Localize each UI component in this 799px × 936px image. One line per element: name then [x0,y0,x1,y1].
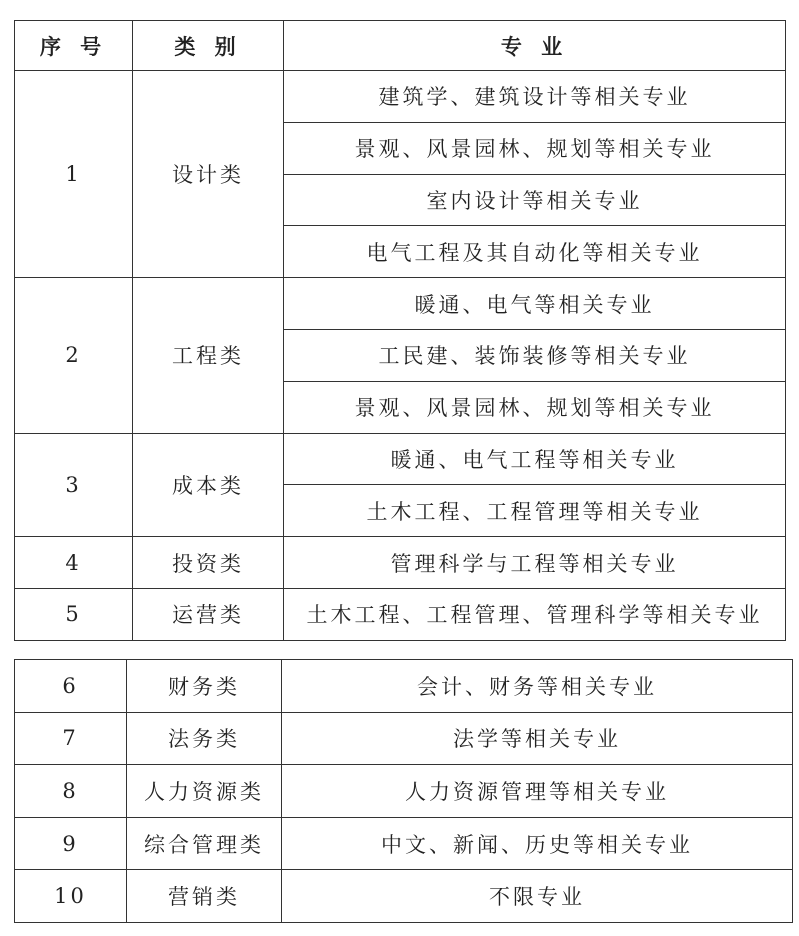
table-row [15,660,793,713]
major-cell: 景观、风景园林、规划等相关专业 [284,122,786,174]
seq-cell: 2 [15,278,133,433]
header-row [15,21,786,71]
category-cell: 投资类 [133,537,284,589]
seq-cell: 1 [15,71,133,278]
header-category: 类 别 [133,21,284,71]
table-row [15,765,793,818]
major-cell: 景观、风景园林、规划等相关专业 [284,381,786,433]
seq-cell: 5 [15,588,133,640]
majors-table-part1 [14,20,786,641]
table-row [15,870,793,923]
category-cell: 法务类 [127,712,282,765]
major-cell: 电气工程及其自动化等相关专业 [284,226,786,278]
major-cell: 土木工程、工程管理等相关专业 [284,485,786,537]
category-cell: 营销类 [127,870,282,923]
category-cell: 综合管理类 [127,817,282,870]
header-major: 专 业 [284,21,786,71]
major-cell: 工民建、装饰装修等相关专业 [284,329,786,381]
major-cell: 土木工程、工程管理、管理科学等相关专业 [284,588,786,640]
seq-cell: 9 [15,817,127,870]
major-cell: 建筑学、建筑设计等相关专业 [284,71,786,123]
header-seq: 序 号 [15,21,133,71]
major-cell: 暖通、电气工程等相关专业 [284,433,786,485]
table-row [15,537,786,589]
table-row [15,588,786,640]
category-cell: 工程类 [133,278,284,433]
seq-cell: 3 [15,433,133,537]
seq-cell: 4 [15,537,133,589]
table-row [15,433,786,485]
majors-table-part2 [14,659,793,923]
major-cell: 中文、新闻、历史等相关专业 [282,817,793,870]
major-cell: 室内设计等相关专业 [284,174,786,226]
table-row [15,278,786,330]
seq-cell: 7 [15,712,127,765]
table-row [15,817,793,870]
seq-cell: 8 [15,765,127,818]
major-cell: 管理科学与工程等相关专业 [284,537,786,589]
category-cell: 人力资源类 [127,765,282,818]
major-cell: 法学等相关专业 [282,712,793,765]
category-cell: 设计类 [133,71,284,278]
category-cell: 成本类 [133,433,284,537]
seq-cell: 6 [15,660,127,713]
table-row [15,712,793,765]
table-row [15,71,786,123]
seq-cell: 10 [15,870,127,923]
major-cell: 不限专业 [282,870,793,923]
major-cell: 会计、财务等相关专业 [282,660,793,713]
category-cell: 财务类 [127,660,282,713]
major-cell: 人力资源管理等相关专业 [282,765,793,818]
category-cell: 运营类 [133,588,284,640]
major-cell: 暖通、电气等相关专业 [284,278,786,330]
